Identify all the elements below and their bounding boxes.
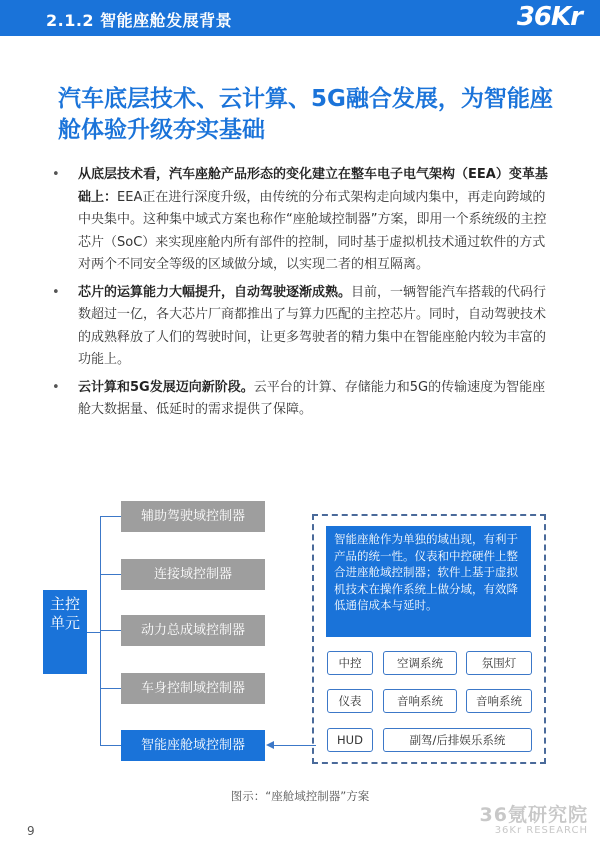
bullet-item bbox=[48, 164, 558, 277]
component-hud: HUD bbox=[327, 728, 373, 752]
connector-line bbox=[100, 630, 121, 631]
page-number: 9 bbox=[27, 824, 35, 838]
main-controller-box: 主控单元 bbox=[43, 590, 87, 674]
bullet-item bbox=[48, 282, 558, 372]
domain-box-adas: 辅助驾驶域控制器 bbox=[121, 501, 265, 532]
figure-caption: 图示：“座舱域控制器”方案 bbox=[230, 789, 370, 803]
bullet-dot-icon: • bbox=[52, 284, 60, 300]
component-ac-system: 空调系统 bbox=[383, 651, 457, 675]
domain-box-connectivity: 连接域控制器 bbox=[121, 559, 265, 590]
connector-line bbox=[100, 516, 121, 517]
bullet-dot-icon: • bbox=[52, 379, 60, 395]
bullet-lead: 从底层技术看，汽车座舱产品形态的变化建立在整车电子电气架构（EEA）变革基础上： bbox=[78, 167, 548, 205]
bullet-text: EEA正在进行深度升级，由传统的分布式架构走向域内集中，再走向跨域的中央集中。这种集中域式方案也称作“座舱域控制器”方案，即用一个系统级的主控芯片（SoC）来实现座舱内所有部件的控制，同时基于虚拟机技术通过软件的方式对两个不同安全等级的区域做分域，以实现二者的相互隔离。 bbox=[78, 189, 547, 272]
cockpit-description: 智能座舱作为单独的域出现，有利于产品的统一性。仪表和中控硬件上整合进座舱域控制器；软件上基于虚拟机技术在操作系统上做分域，有效降低通信成本与延时。 bbox=[326, 526, 531, 637]
watermark-cn: 36氪研究院 bbox=[479, 804, 588, 826]
bullet-text: 云平台的计算、存储能力和5G的传输速度为智能座舱大数据量、低延时的需求提供了保障。 bbox=[78, 379, 546, 417]
domain-box-powertrain: 动力总成域控制器 bbox=[121, 615, 265, 646]
component-ambient-light: 氛围灯 bbox=[466, 651, 532, 675]
arrow-line bbox=[272, 745, 316, 746]
component-center-console: 中控 bbox=[327, 651, 373, 675]
bullet-lead: 芯片的运算能力大幅提升，自动驾驶逐渐成熟。 bbox=[78, 284, 352, 300]
bullet-dot-icon: • bbox=[52, 167, 60, 182]
bullet-text: 目前，一辆智能汽车搭载的代码行数超过一亿，各大芯片厂商都推出了与算力匹配的主控芯片。同时，自动驾驶技术的成熟释放了人们的驾驶时间，让更多驾驶者的精力集中在智能座舱内较为丰富的功能上。 bbox=[78, 284, 547, 367]
page-headline: 汽车底层技术、云计算、5G融合发展，为智能座舱体验升级夯实基础 bbox=[58, 86, 553, 143]
component-audio-system-2: 音响系统 bbox=[466, 689, 532, 713]
bullet-list bbox=[48, 164, 558, 427]
connector-line bbox=[100, 745, 121, 746]
connector-line bbox=[100, 688, 121, 689]
arrow-left-icon bbox=[266, 741, 274, 749]
connector-line bbox=[87, 632, 101, 633]
watermark-en: 36Kr RESEARCH bbox=[494, 825, 588, 836]
domain-box-cockpit: 智能座舱域控制器 bbox=[121, 730, 265, 761]
bullet-item bbox=[48, 377, 558, 422]
watermark bbox=[480, 800, 588, 836]
component-rear-entertainment: 副驾/后排娱乐系统 bbox=[383, 728, 532, 752]
brand-logo: 36Kr bbox=[516, 2, 582, 32]
domain-box-body: 车身控制域控制器 bbox=[121, 673, 265, 704]
component-instrument: 仪表 bbox=[327, 689, 373, 713]
section-header bbox=[0, 0, 600, 36]
bullet-lead: 云计算和5G发展迈向新阶段。 bbox=[78, 379, 254, 395]
component-audio-system: 音响系统 bbox=[383, 689, 457, 713]
tree-trunk-line bbox=[100, 516, 101, 746]
section-title: 2.1.2 智能座舱发展背景 bbox=[46, 11, 233, 30]
connector-line bbox=[100, 574, 121, 575]
